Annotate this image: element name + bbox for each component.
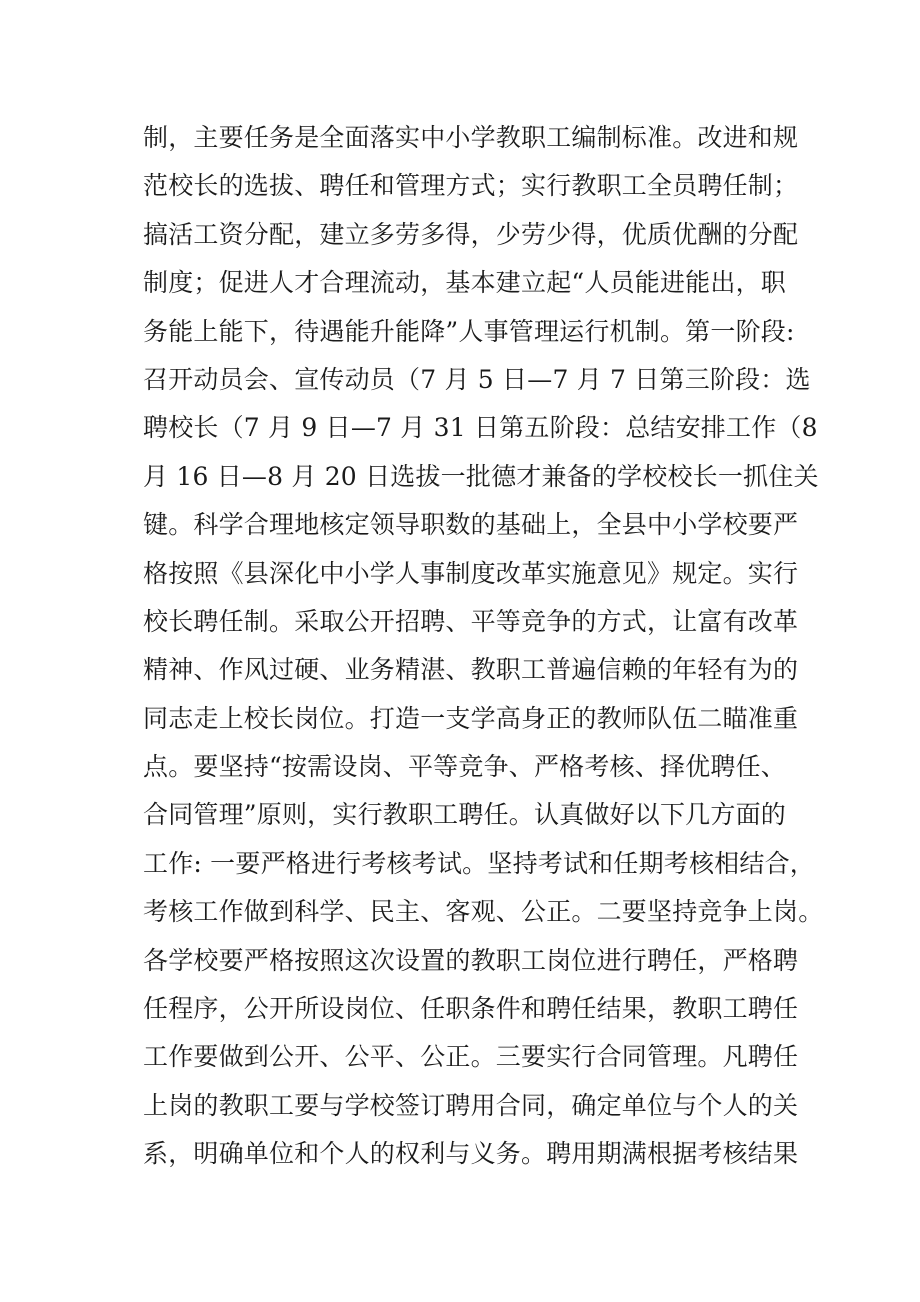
text-line: 工作: 一要严格进行考核考试。坚持考试和任期考核相结合， (143, 848, 815, 878)
text-line: 任程序，公开所设岗位、任职条件和聘任结果，教职工聘任 (143, 994, 799, 1024)
text-line: 务能上能下，待遇能升能降”人事管理运行机制。第一阶段: (143, 316, 795, 346)
text-line: 制度；促进人才合理流动，基本建立起“人员能进能出，职 (143, 268, 786, 298)
text-line: 制，主要任务是全面落实中小学教职工编制标准。改进和规 (143, 123, 799, 152)
text-line: 精神、作风过硬、业务精湛、教职工普遍信赖的年轻有为的 (143, 655, 799, 685)
text-line: 召开动员会、宣传动员（7 月 5 日—7 月 7 日第三阶段：选 (143, 364, 811, 394)
text-line: 格按照《县深化中小学人事制度改革实施意见》规定。实行 (143, 558, 799, 588)
text-line: 校长聘任制。采取公开招聘、平等竞争的方式，让富有改革 (143, 606, 799, 636)
text-line: 同志走上校长岗位。打造一支学高身正的教师队伍二瞄准重 (143, 703, 799, 733)
text-line: 月 16 日—8 月 20 日选拔一批德才兼备的学校校长一抓住关 (143, 461, 819, 491)
body-text (143, 114, 824, 1179)
text-line: 合同管理”原则，实行教职工聘任。认真做好以下几方面的 (143, 800, 786, 830)
text-line: 考核工作做到科学、民主、客观、公正。二要坚持竞争上岗。 (143, 897, 824, 927)
text-line: 范校长的选拔、聘任和管理方式；实行教职工全员聘任制； (143, 171, 799, 201)
text-line: 搞活工资分配，建立多劳多得，少劳少得，优质优酬的分配 (143, 219, 799, 249)
text-line: 工作要做到公开、公平、公正。三要实行合同管理。凡聘任 (143, 1042, 799, 1072)
text-line: 各学校要严格按照这次设置的教职工岗位进行聘任，严格聘 (143, 945, 799, 975)
text-line: 系，明确单位和个人的权利与义务。聘用期满根据考核结果 (143, 1139, 799, 1169)
text-line: 上岗的教职工要与学校签订聘用合同，确定单位与个人的关 (143, 1090, 799, 1120)
text-line: 键。科学合理地核定领导职数的基础上，全县中小学校要严 (143, 510, 799, 540)
text-line: 点。要坚持“按需设岗、平等竞争、严格考核、择优聘任、 (143, 752, 786, 782)
text-line: 聘校长（7 月 9 日—7 月 31 日第五阶段：总结安排工作（8 (143, 413, 818, 443)
